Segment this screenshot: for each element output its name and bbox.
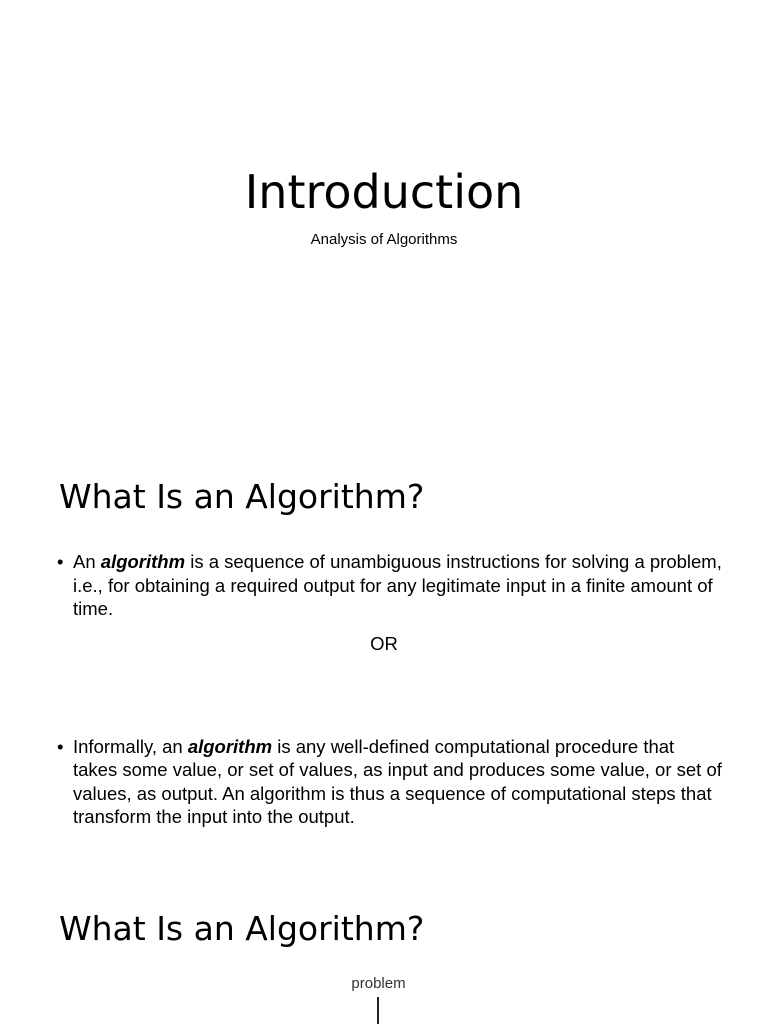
bullet-item-informal-definition: [57, 735, 723, 829]
bullet-text-after: is a sequence of unambiguous instructions for solving a problem, i.e., for obtaining a required output for any legitimate input in a finite amount of time.: [73, 551, 722, 619]
title-slide: [0, 0, 768, 432]
separator-or: OR: [370, 633, 398, 654]
bullet-text-before: Informally, an: [73, 735, 188, 757]
definition-slide: [0, 432, 768, 864]
bullet-marker: •: [57, 551, 64, 572]
bullet-text-before: An: [73, 551, 101, 572]
bullet-text-after: is any well-defined computational procedure that takes some value, or set of values, as input and produces some value, or set of values, as output. An algorithm is thus a sequence of computational steps that transform the input into the output.: [73, 735, 722, 827]
diagram-slide: [0, 864, 768, 1024]
diagram-problem-label: problem: [351, 975, 406, 992]
bullet-marker: •: [57, 735, 64, 757]
bullet-item-formal-definition: [57, 550, 723, 621]
slide-heading: What Is an Algorithm?: [59, 477, 425, 516]
slide-heading: What Is an Algorithm?: [59, 909, 425, 948]
slide-subtitle: Analysis of Algorithms: [310, 231, 458, 248]
diagram-arrow-line: [377, 997, 379, 1024]
bullet-term: algorithm: [100, 551, 186, 572]
slide-title: Introduction: [244, 165, 524, 219]
bullet-term: algorithm: [187, 735, 273, 757]
